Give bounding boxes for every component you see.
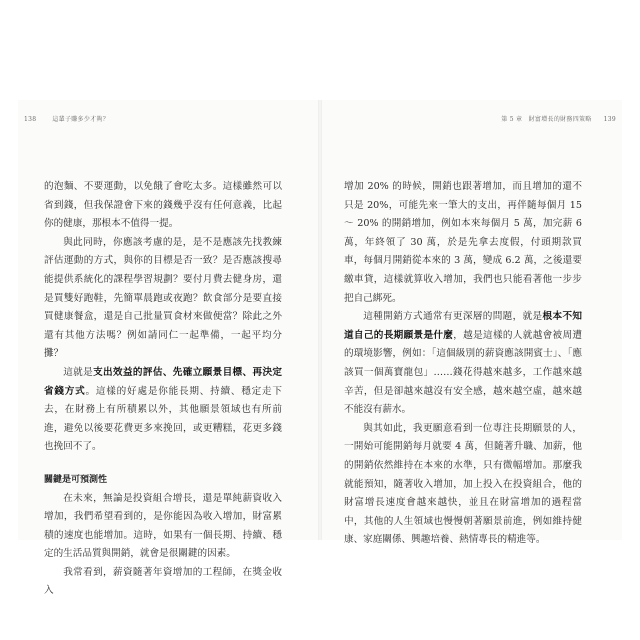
left-page-body <box>44 178 282 601</box>
section-heading: 關鍵是可預測性 <box>44 474 108 485</box>
left-paragraph-3-lead: 這就是 <box>63 366 94 378</box>
left-paragraph-3-bold: 支出效益的評估、先確立願景目標、再決定省錢方式 <box>44 366 283 397</box>
right-running-head <box>501 114 616 123</box>
left-paragraph-2: 與此同時，你應該考慮的是，是不是應該先找教練評估運動的方式，與你的目標是否一致？是否應該搜尋能提供系統化的課程學習規劃？要付月費去健身房，還是買雙好跑鞋，先簡單晨跑或夜跑？飲食部分是要直接買健康餐盒，還是自己批量買食材來做便當？除此之外還有其他方法嗎？例如請同仁一起準備，一起平均分攤？ <box>44 236 282 360</box>
right-paragraph-2-bold: 根本不知道自己的長期願景是什麼 <box>344 311 583 341</box>
right-paragraph-1: 增加 20% 的時候，開銷也跟著增加，而且增加的還不只是 20%，可能先來一筆大的支出，再伴隨每個月 15 ～ 20% 的開銷增加，例如本來每個月 5 萬，加完薪 6 萬，年終領了 30 萬，於是先拿去度假，付頭期款買車，每個月開銷從本來的 3 萬，變成 6.2 萬，之後還要繳車貸，這樣就算收入增加，我們也只能看著他一步步把自己綁死。 <box>344 181 582 304</box>
right-chapter-label: 第 5 章 財富增長的財務四策略 <box>501 116 592 123</box>
left-paragraph-1: 的泡麵、不要運動，以免餓了會吃太多。這樣雖然可以省到錢，但我保證會下來的錢幾乎沒有任何意義，比起你的健康，那根本不值得一提。 <box>44 181 282 230</box>
left-paragraph-3 <box>44 364 282 457</box>
right-page-number: 139 <box>603 116 616 123</box>
right-page-body <box>344 178 582 550</box>
right-paragraph-2 <box>344 308 582 420</box>
left-paragraph-5: 我常看到，薪資隨著年資增加的工程師，在獎金收入 <box>44 566 282 597</box>
left-page-number: 138 <box>24 116 37 123</box>
right-paragraph-2-rest: ，越是這樣的人就越會被周遭的環境影響，例如：「這個級別的薪資應該開賓士」、「應該買一個萬寶龍包」……錢花得越來越多，工作越來越辛苦，但是卻越來越沒有安全感，越來越空虛，越來越不能沒有薪水。 <box>344 329 583 416</box>
right-paragraph-3: 與其如此，我更願意看到一位專注長期願景的人，一開始可能開銷每月就要 4 萬，但隨著升職、加薪，他的開銷依然維持在本來的水準，只有微幅增加。那麼我就能預知，隨著收入增加，加上投入在投資組合，他的財富增長速度會越來越快，並且在財富增加的過程當中，其他的人生領域也慢慢朝著願景前進，例如維持健康、家庭關係、興趣培養、熱情專長的精進等。 <box>344 422 582 546</box>
left-paragraph-4: 在未來，無論是投資組合增長，還是單純薪資收入增加，我們希望看到的，是你能因為收入增加，財富累積的速度也能增加。這時，如果有一個長期、持續、穩定的生活品質與開銷，就會是很關鍵的因素。 <box>44 492 282 560</box>
book-spread <box>18 100 622 597</box>
right-paragraph-2-lead: 這種開銷方式通常有更深層的問題，就是 <box>363 311 543 323</box>
left-running-head <box>24 114 109 123</box>
book-gutter <box>318 100 322 540</box>
left-running-title: 這輩子賺多少才夠？ <box>52 116 110 123</box>
left-paragraph-3-rest: 。這樣的好處是你能長期、持續、穩定走下去，在財務上有所積累以外，其他願景領域也有所前進，避免以後要花費更多來挽回，或更糟糕，花更多錢也挽回不了。 <box>44 385 283 453</box>
